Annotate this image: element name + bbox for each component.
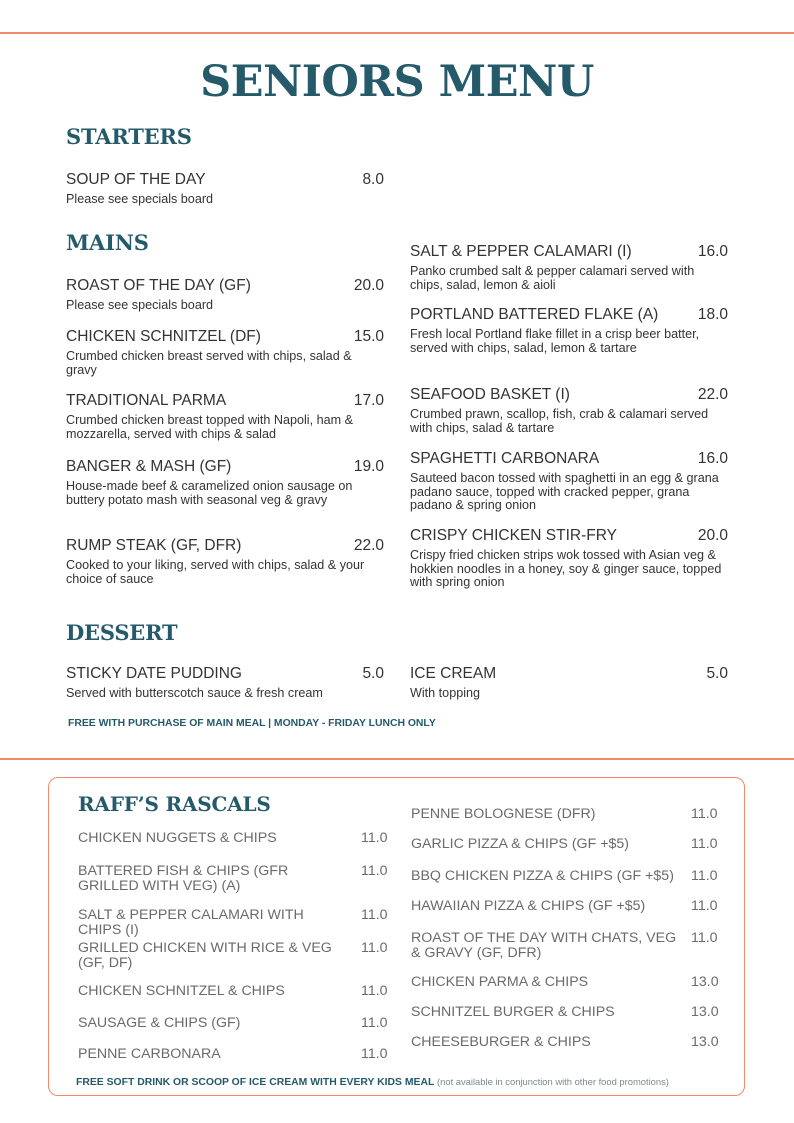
kids-item-name: SAUSAGE & CHIPS (GF) [78,1015,241,1031]
menu-item-name: ROAST OF THE DAY (GF) [66,277,251,294]
menu-item-name: PORTLAND BATTERED FLAKE (A) [410,306,659,323]
menu-item-description: Crispy fried chicken strips wok tossed with Asian veg & hokkien noodles in a honey, soy & ginger sauce, topped with spring onion [410,548,722,589]
menu-item [66,665,384,701]
menu-item-description: Crumbed chicken breast topped with Napoli, ham & mozzarella, served with chips & salad [66,413,354,441]
menu-item-description: Crumbed chicken breast served with chips, salad & gravy [66,349,352,377]
menu-item [410,306,728,355]
kids-item-name: ROAST OF THE DAY WITH CHATS, VEG & GRAVY (GF, DFR) [411,930,677,961]
menu-item [66,328,384,377]
section-heading-starters: STARTERS [66,124,192,149]
menu-item-description: Please see specials board [66,192,214,206]
kids-item-name: CHICKEN SCHNITZEL & CHIPS [78,983,285,999]
menu-item-description: Crumbed prawn, scallop, fish, crab & calamari served with chips, salad & tartare [410,407,709,435]
menu-item-price: 18.0 [697,306,728,323]
kids-item-price: 13.0 [691,1034,719,1050]
menu-item-description: Sauteed bacon tossed with spaghetti in an egg & grana padano sauce, topped with cracked pepper, grana padano & spring onion [410,471,719,512]
menu-item-price: 5.0 [362,665,384,682]
kids-note-small: (not available in conjunction with other food promotions) [437,1076,669,1087]
kids-item-price: 13.0 [691,974,719,990]
menu-item-price: 16.0 [697,243,728,260]
kids-item-price: 11.0 [361,1046,388,1062]
kids-note-main: FREE SOFT DRINK OR SCOOP OF ICE CREAM WITH EVERY KIDS MEAL [76,1077,435,1088]
menu-item [410,243,728,292]
kids-item-name: CHEESEBURGER & CHIPS [411,1034,591,1050]
menu-item-name: SALT & PEPPER CALAMARI (I) [410,243,632,260]
kids-item-name: GRILLED CHICKEN WITH RICE & VEG (GF, DF) [78,940,332,971]
menu-item-price: 22.0 [697,386,728,403]
kids-item-price: 11.0 [691,836,718,852]
menu-item-price: 5.0 [706,665,728,682]
menu-item-description: Panko crumbed salt & pepper calamari served with chips, salad, lemon & aioli [410,264,695,292]
kids-item-name: BATTERED FISH & CHIPS (GFR GRILLED WITH VEG) (A) [78,863,289,894]
kids-item-name: BBQ CHICKEN PIZZA & CHIPS (GF +$5) [411,868,674,884]
kids-item-price: 11.0 [691,898,718,914]
kids-item-name: CHICKEN NUGGETS & CHIPS [78,830,277,846]
menu-item-name: CHICKEN SCHNITZEL (DF) [66,328,261,345]
menu-item [410,527,728,590]
menu-item [66,392,384,441]
kids-note [76,1076,669,1088]
page-title: SENIORS MENU [200,57,594,107]
menu-item-name: BANGER & MASH (GF) [66,458,232,475]
menu-item-name: TRADITIONAL PARMA [66,392,227,409]
menu-item-price: 19.0 [353,458,384,475]
kids-item-name: SCHNITZEL BURGER & CHIPS [411,1004,615,1020]
kids-item-name: HAWAIIAN PIZZA & CHIPS (GF +$5) [411,898,646,914]
menu-item-description: House-made beef & caramelized onion sausage on buttery potato mash with seasonal veg & gravy [66,479,353,507]
menu-item-name: SPAGHETTI CARBONARA [410,450,600,467]
menu-item-description: Served with butterscotch sauce & fresh cream [66,686,323,700]
section-heading-kids: RAFF’S RASCALS [78,792,271,816]
menu-item [410,665,728,701]
menu-item [66,537,384,586]
menu-item-price: 20.0 [353,277,384,294]
kids-item-price: 11.0 [691,806,718,822]
kids-item-price: 11.0 [361,907,388,923]
menu-item-price: 17.0 [353,392,384,409]
section-heading-dessert: DESSERT [66,620,178,645]
kids-item-price: 11.0 [361,983,388,999]
menu-item [66,458,384,507]
divider-rule [0,758,794,760]
kids-item-name: PENNE CARBONARA [78,1046,221,1062]
menu-item-description: With topping [410,686,481,700]
menu-item-description: Fresh local Portland flake fillet in a crisp beer batter, served with chips, salad, lemon & tartare [410,327,700,355]
menu-item-price: 20.0 [697,527,728,544]
menu-item [410,450,728,513]
kids-item-name: CHICKEN PARMA & CHIPS [411,974,589,990]
menu-item-price: 16.0 [697,450,728,467]
menu-item-name: RUMP STEAK (GF, DFR) [66,537,242,554]
kids-item-price: 11.0 [361,863,388,879]
kids-item-price: 11.0 [361,940,388,956]
menu-item-name: SOUP OF THE DAY [66,171,206,188]
kids-item-price: 11.0 [361,1015,388,1031]
menu-item [66,171,384,207]
kids-item-price: 13.0 [691,1004,719,1020]
dessert-note: FREE WITH PURCHASE OF MAIN MEAL | MONDAY - FRIDAY LUNCH ONLY [68,718,436,729]
menu-item-price: 15.0 [353,328,384,345]
top-rule [0,32,794,34]
menu-item [66,277,384,313]
menu-item-name: ICE CREAM [410,665,497,682]
kids-item-name: GARLIC PIZZA & CHIPS (GF +$5) [411,836,629,852]
menu-item [410,386,728,435]
kids-item-price: 11.0 [691,868,718,884]
menu-item-name: CRISPY CHICKEN STIR-FRY [410,527,617,544]
kids-item-name: PENNE BOLOGNESE (DFR) [411,806,596,822]
section-heading-mains: MAINS [66,230,149,255]
menu-item-price: 8.0 [362,171,384,188]
menu-item-price: 22.0 [353,537,384,554]
kids-item-name: SALT & PEPPER CALAMARI WITH CHIPS (I) [78,907,304,938]
menu-item-description: Please see specials board [66,298,214,312]
menu-item-name: STICKY DATE PUDDING [66,665,242,682]
kids-item-price: 11.0 [691,930,718,946]
menu-item-name: SEAFOOD BASKET (I) [410,386,570,403]
kids-item-price: 11.0 [361,830,388,846]
menu-item-description: Cooked to your liking, served with chips, salad & your choice of sauce [66,558,365,586]
